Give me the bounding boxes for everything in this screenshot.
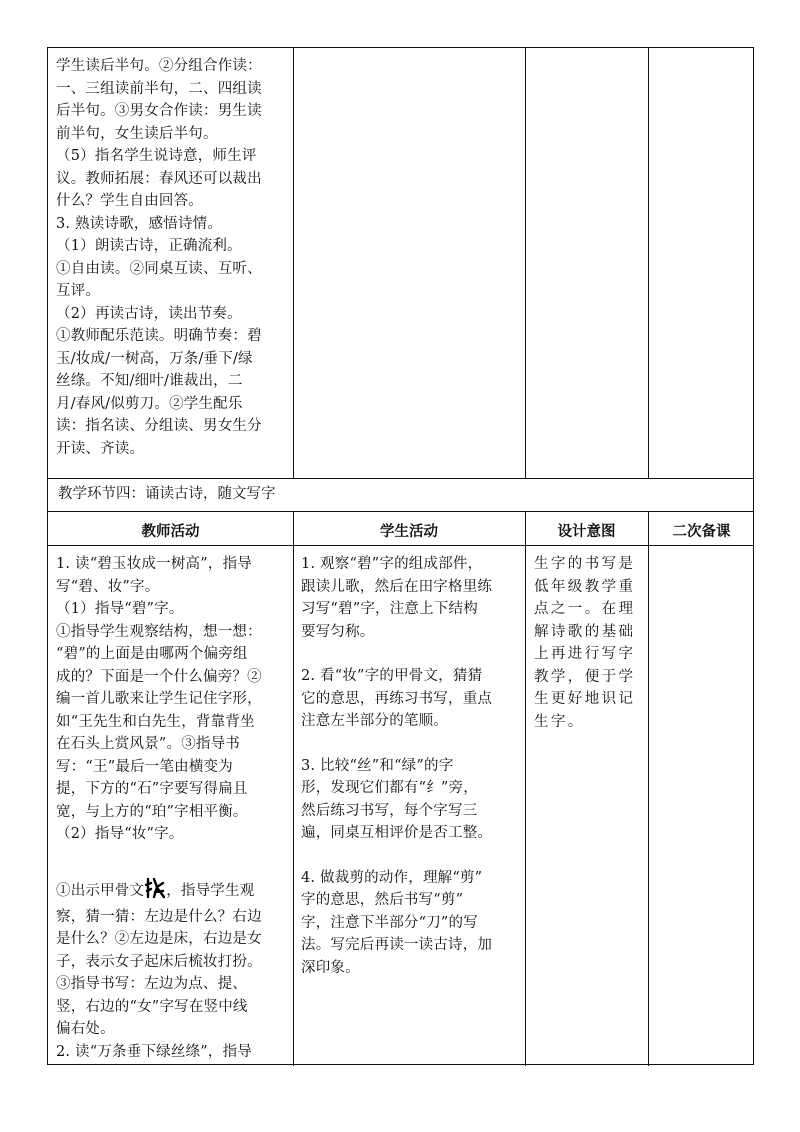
text-line: 是什么？②左边是床，右边是女 bbox=[56, 931, 262, 947]
header-design-intent: 设计意图 bbox=[557, 523, 616, 540]
text-line: （1）指导“碧”字。 bbox=[56, 601, 184, 617]
oracle-line-before: ①出示甲骨文 bbox=[56, 882, 145, 899]
text-line: 子，表示女子起床后梳妆打扮。 bbox=[56, 953, 262, 970]
text-line: 跟读儿歌，然后在田字格里练 bbox=[301, 578, 493, 595]
text-line: 丝绦。不知/细叶/谁裁出，二 bbox=[56, 373, 243, 389]
text-line: 成的？下面是一个什么偏旁？② bbox=[56, 668, 262, 685]
text-line: （2）再读古诗，读出节奏。 bbox=[56, 305, 242, 322]
oracle-line-after: ，指导学生观 bbox=[166, 882, 255, 899]
text-line: 形，发现它们都有“纟”旁， bbox=[301, 780, 478, 796]
text-line: 2. 读“万条垂下绿丝绦”，指导 bbox=[56, 1043, 252, 1060]
col-divider-2b bbox=[525, 511, 526, 1066]
text-line: 生更好地识记 bbox=[534, 691, 636, 707]
text-line: 月/春风/似剪刀。②学生配乐 bbox=[56, 395, 243, 412]
text-line: 学生读后半句。②分组合作读： bbox=[56, 58, 262, 74]
text-line: ①自由读。②同桌互读、互听、 bbox=[56, 260, 262, 277]
text-line: 如“王先生和白先生，背靠背坐 bbox=[56, 713, 255, 730]
text-line: ③指导书写：左边为点、提、 bbox=[56, 976, 248, 992]
header-teacher-activity: 教师活动 bbox=[141, 523, 200, 540]
oracle-bone-zhuang-icon bbox=[145, 877, 165, 899]
text-line: 点之一。在理 bbox=[534, 601, 636, 617]
text-line: 字的意思，然后书写“剪” bbox=[301, 892, 464, 908]
row-divider-2 bbox=[48, 511, 753, 512]
text-line: 注意左半部分的笔顺。 bbox=[301, 713, 448, 729]
text-line: ①指导学生观察结构，想一想： bbox=[56, 623, 262, 640]
col-divider-2 bbox=[525, 48, 526, 478]
text-line: 写“碧、妆”字。 bbox=[56, 578, 160, 595]
text-line: 1. 读“碧玉妆成一树高”，指导 bbox=[56, 556, 252, 572]
header-student-activity: 学生活动 bbox=[380, 523, 438, 540]
section-title: 教学环节四：诵读古诗，随文写字 bbox=[58, 486, 276, 502]
text-line: 什么？学生自由回答。 bbox=[56, 193, 203, 209]
text-line: 教学，便于学 bbox=[534, 668, 636, 685]
text-line: 3. 比较“丝”和“绿”的字 bbox=[301, 757, 454, 774]
col-divider-1 bbox=[293, 48, 294, 1066]
text-line: 4. 做裁剪的动作，理解“剪” bbox=[301, 869, 483, 886]
text-line: 前半句，女生读后半句。 bbox=[56, 125, 218, 142]
col-divider-1-mask bbox=[293, 478, 294, 511]
text-line: 法。写完后再读一读古诗，加 bbox=[301, 937, 493, 953]
text-line: （1）朗读古诗，正确流利。 bbox=[56, 238, 242, 254]
text-line: 习写“碧”字，注意上下结构 bbox=[301, 601, 478, 617]
oracle-line bbox=[56, 846, 288, 906]
text-line: 宽，与上方的“珀”字相平衡。 bbox=[56, 803, 248, 820]
text-line: 深印象。 bbox=[301, 959, 360, 976]
text-line: 然后练习书写，每个字写三 bbox=[301, 802, 478, 819]
text-line: 提，下方的“石”字要写得扁且 bbox=[56, 781, 248, 797]
text-line: 字，注意下半部分“刀”的写 bbox=[301, 914, 478, 931]
text-line: 议。教师拓展：春风还可以裁出 bbox=[56, 170, 262, 187]
text-line: 一、三组读前半句，二、四组读 bbox=[56, 80, 262, 97]
text-line: “碧”的上面是由哪两个偏旁组 bbox=[56, 646, 248, 662]
text-line: 遍，同桌互相评价是否工整。 bbox=[301, 825, 493, 841]
text-line: 3. 熟读诗歌，感悟诗情。 bbox=[56, 215, 223, 232]
text-line: 写：“王”最后一笔由横变为 bbox=[56, 758, 233, 775]
text-line: 竖，右边的“女”字写在竖中线 bbox=[56, 998, 248, 1015]
text-line: 解诗歌的基础 bbox=[534, 623, 636, 640]
text-line: 互评。 bbox=[56, 283, 101, 299]
design-intent-cell bbox=[534, 553, 642, 733]
text-line: 生字。 bbox=[534, 713, 585, 730]
text-line: 玉/妆成/一树高，万条/垂下/绿 bbox=[56, 350, 253, 367]
text-line: 要写匀称。 bbox=[301, 623, 375, 640]
text-line: 在石头上赏风景”。③指导书 bbox=[56, 736, 241, 752]
text-line: 开读、齐读。 bbox=[56, 440, 145, 457]
text-line: 2. 看“妆”字的甲骨文，猜猜 bbox=[301, 668, 483, 684]
student-activity-cell bbox=[301, 553, 521, 979]
header-second-prep: 二次备课 bbox=[672, 523, 731, 540]
text-line: ①教师配乐范读。明确节奏：碧 bbox=[56, 328, 262, 344]
text-line: 生字的书写是 bbox=[534, 556, 636, 572]
lesson-plan-table bbox=[47, 47, 754, 1065]
text-line: （2）指导“妆”字。 bbox=[56, 826, 184, 842]
text-line: 偏右处。 bbox=[56, 1021, 115, 1037]
text-line: 低年级教学重 bbox=[534, 578, 636, 595]
row-divider-1 bbox=[48, 478, 753, 479]
text-line: 1. 观察“碧”字的组成部件， bbox=[301, 556, 483, 572]
teacher-activity-cell bbox=[56, 553, 288, 1063]
text-line: 后半句。③男女合作读：男生读 bbox=[56, 103, 262, 119]
row-divider-3 bbox=[48, 545, 753, 546]
text-line: （5）指名学生说诗意，师生评 bbox=[56, 148, 257, 164]
col-divider-3 bbox=[648, 48, 649, 478]
col-divider-3b bbox=[648, 511, 649, 1066]
teacher-cell-continued bbox=[56, 55, 288, 460]
text-line: 读：指名读、分组读、男女生分 bbox=[56, 418, 262, 434]
text-line: 察，猜一猜：左边是什么？右边 bbox=[56, 908, 262, 925]
text-line: 它的意思，再练习书写，重点 bbox=[301, 690, 493, 707]
text-line: 上再进行写字 bbox=[534, 646, 636, 662]
text-line: 编一首儿歌来让学生记住字形， bbox=[56, 691, 262, 707]
